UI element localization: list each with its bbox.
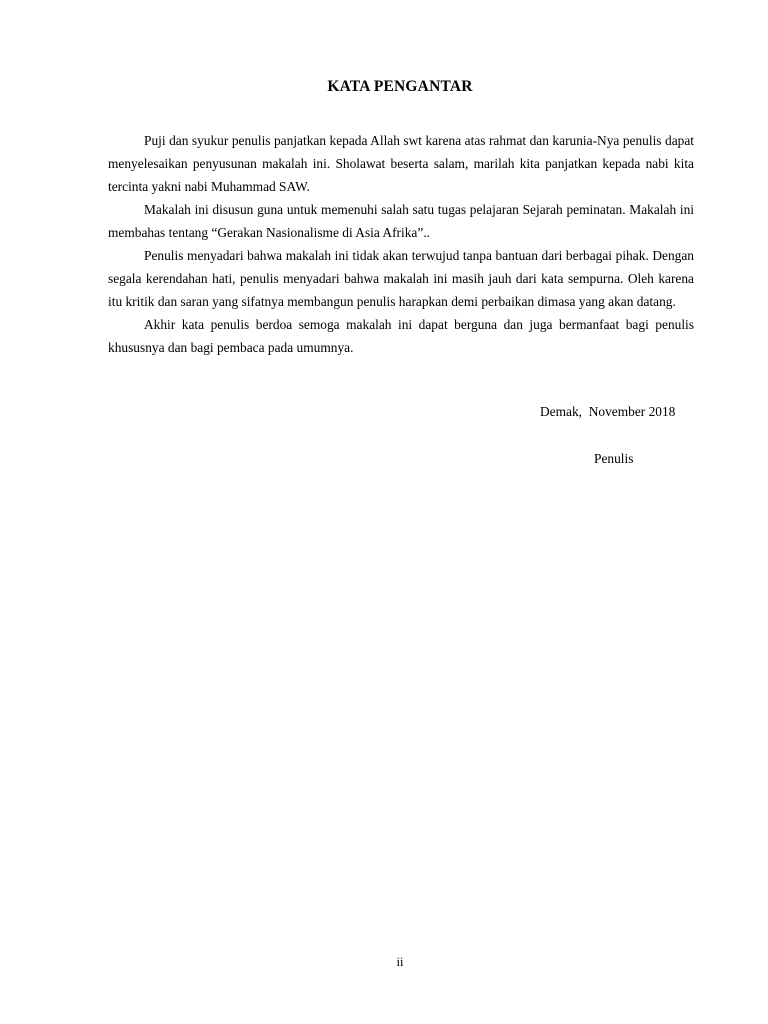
place-date: Demak, November 2018 [540, 404, 676, 419]
paragraph-3: Penulis menyadari bahwa makalah ini tidak akan terwujud tanpa bantuan dari berbagai pihak. Dengan segala kerendahan hati, penulis menyadari bahwa makalah ini masih jauh dari kata sempurna. Oleh karena itu kritik dan saran yang sifatnya membangun penulis harapkan demi perbaikan dimasa yang akan datang. [108, 248, 694, 309]
page-title: KATA PENGANTAR [327, 78, 473, 95]
page-number: ii [396, 955, 404, 969]
paragraph-2: Makalah ini disusun guna untuk memenuhi salah satu tugas pelajaran Sejarah peminatan. Makalah ini membahas tentang “Gerakan Nasionalisme di Asia Afrika”.. [108, 202, 694, 240]
author-signature: Penulis [594, 451, 634, 466]
body-text [108, 129, 694, 359]
paragraph-4: Akhir kata penulis berdoa semoga makalah ini dapat berguna dan juga bermanfaat bagi penulis khususnya dan bagi pembaca pada umumnya. [108, 317, 694, 355]
paragraph-1: Puji dan syukur penulis panjatkan kepada Allah swt karena atas rahmat dan karunia-Nya penulis dapat menyelesaikan penyusunan makalah ini. Sholawat beserta salam, marilah kita panjatkan kepada nabi kita tercinta yakni nabi Muhammad SAW. [108, 133, 694, 194]
